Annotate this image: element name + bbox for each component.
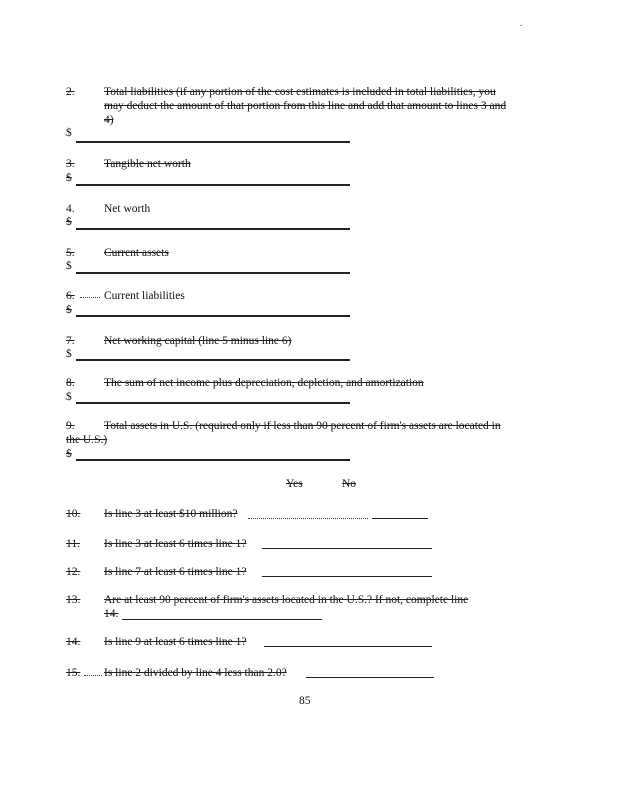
answer-line[interactable] xyxy=(76,359,350,361)
item-text: Net worth xyxy=(104,203,151,215)
question-text-continued: 14. xyxy=(104,608,119,620)
yes-column-header: Yes xyxy=(286,478,303,490)
item-number: 7. xyxy=(66,335,75,347)
item-text: Current assets xyxy=(104,247,169,259)
answer-line[interactable] xyxy=(264,646,432,647)
dollar-sign: $ xyxy=(66,348,72,360)
item-text: Net working capital (line 5 minus line 6) xyxy=(104,335,292,347)
item-text-continued: the U.S.) xyxy=(66,434,108,446)
dollar-sign: $ xyxy=(66,304,72,316)
answer-line[interactable] xyxy=(76,141,350,143)
item-text-continued-2: 4) xyxy=(104,114,114,126)
answer-line[interactable] xyxy=(76,228,350,230)
item-number: 8. xyxy=(66,377,75,389)
question-number: 11. xyxy=(66,538,80,550)
corner-mark: . xyxy=(520,18,523,28)
answer-line[interactable] xyxy=(306,677,434,678)
item-number: 5. xyxy=(66,247,75,259)
question-text: Is line 7 at least 6 times line 1? xyxy=(104,566,247,578)
item-number: 2. xyxy=(66,86,75,98)
question-number: 15. xyxy=(66,667,81,679)
answer-line[interactable] xyxy=(76,272,350,274)
question-number: 14. xyxy=(66,636,81,648)
item-text: Current liabilities xyxy=(104,290,185,302)
dollar-sign: $ xyxy=(66,391,72,403)
question-number: 12. xyxy=(66,566,81,578)
question-text: Is line 3 at least 6 times line 1? xyxy=(104,538,247,550)
item-number: 9. xyxy=(66,420,75,432)
dollar-sign: $ xyxy=(66,127,72,139)
item-text: The sum of net income plus depreciation, depletion, and amortization xyxy=(104,377,424,389)
question-text: Is line 9 at least 6 times line 1? xyxy=(104,636,247,648)
question-text: Is line 2 divided by line 4 less than 2.0? xyxy=(104,667,287,679)
answer-line[interactable] xyxy=(262,548,432,549)
item-number: 6. xyxy=(66,290,75,302)
dollar-sign: $ xyxy=(66,216,72,228)
answer-line[interactable] xyxy=(76,402,350,404)
question-number: 13. xyxy=(66,594,81,606)
no-column-header: No xyxy=(342,478,357,490)
dollar-sign: $ xyxy=(66,260,72,272)
item-number: 3. xyxy=(66,158,75,170)
item-text: Tangible net worth xyxy=(104,158,191,170)
item-text-continued: may deduct the amount of that portion from this line and add that amount to lines 3 and xyxy=(104,100,507,112)
answer-line[interactable] xyxy=(76,459,350,461)
answer-line[interactable] xyxy=(262,576,432,577)
item-text: Total liabilities (if any portion of the cost estimates is included in total liabilities, you xyxy=(104,86,496,98)
answer-line[interactable] xyxy=(76,184,350,186)
answer-line[interactable] xyxy=(76,315,350,317)
question-text: Is line 3 at least $10 million? xyxy=(104,508,238,520)
dollar-sign: $ xyxy=(66,448,72,460)
answer-line[interactable] xyxy=(122,619,322,620)
question-number: 10. xyxy=(66,508,81,520)
item-text: Total assets in U.S. (required only if less than 90 percent of firm's assets are located in xyxy=(104,420,501,432)
page-number: 85 xyxy=(299,695,311,707)
dollar-sign: $ xyxy=(66,172,72,184)
item-number: 4. xyxy=(66,203,75,215)
question-text: Are at least 90 percent of firm's assets located in the U.S.? If not, complete line xyxy=(104,594,469,606)
answer-line[interactable] xyxy=(372,518,428,519)
